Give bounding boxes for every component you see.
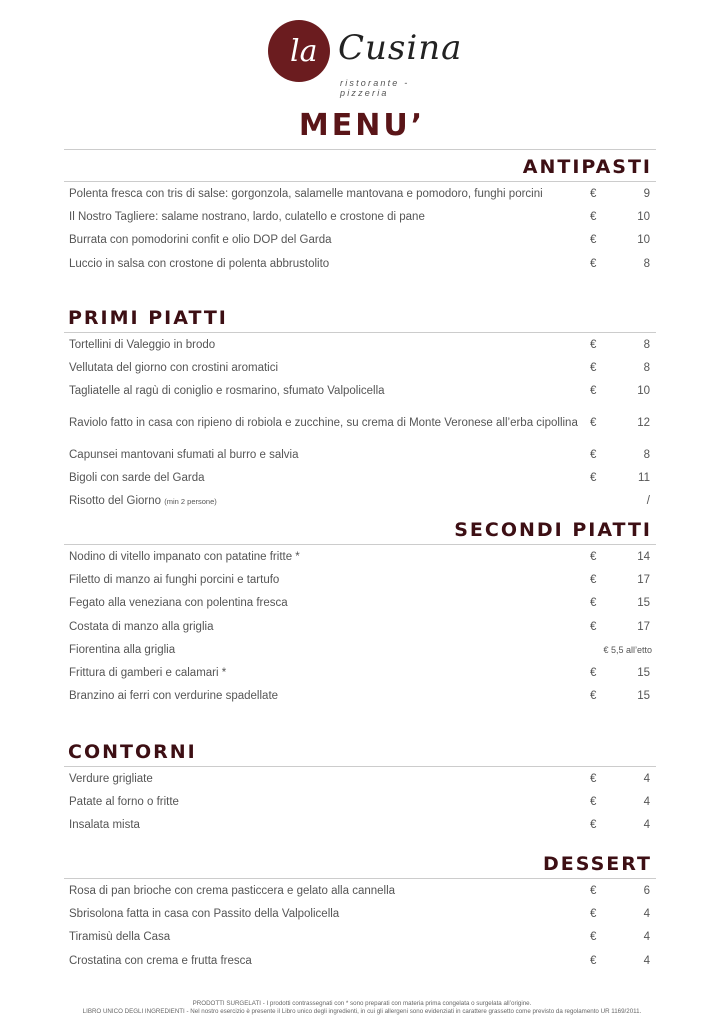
item-name: Patate al forno o fritte xyxy=(69,795,179,808)
item-name: Branzino ai ferri con verdurine spadellate xyxy=(69,690,279,703)
item-name: Capunsei mantovani sfumati al burro e salvia xyxy=(69,448,299,461)
menu-item xyxy=(64,380,656,403)
menu-item xyxy=(64,205,656,228)
item-price: 4 xyxy=(643,772,650,785)
menu-item xyxy=(64,926,656,949)
menu-item xyxy=(64,615,656,638)
section-antipasti xyxy=(64,152,656,275)
menu-item xyxy=(64,879,656,902)
item-name: Fiorentina alla griglia xyxy=(69,643,176,656)
item-price: 8 xyxy=(643,448,650,461)
currency-symbol: € xyxy=(590,471,597,484)
item-note: (min 2 persone) xyxy=(164,497,217,507)
currency-symbol: € xyxy=(590,907,597,920)
menu-item xyxy=(64,790,656,813)
menu-item xyxy=(64,568,656,591)
item-name: Tortellini di Valeggio in brodo xyxy=(69,338,216,351)
menu-item xyxy=(64,592,656,615)
currency-symbol: € xyxy=(590,620,597,633)
currency-symbol: € xyxy=(590,416,597,429)
currency-symbol: € xyxy=(590,884,597,897)
item-name: Luccio in salsa con crostone di polenta abbrustolito xyxy=(69,257,330,270)
menu-item xyxy=(64,814,656,837)
currency-symbol: € xyxy=(590,573,597,586)
menu-item xyxy=(64,489,656,512)
currency-symbol: € xyxy=(590,448,597,461)
currency-symbol: € xyxy=(590,954,597,967)
item-name: Insalata mista xyxy=(69,819,140,832)
currency-symbol: € xyxy=(590,234,597,247)
item-price: 10 xyxy=(637,234,650,247)
item-name: Frittura di gamberi e calamari * xyxy=(69,667,227,680)
item-name: Burrata con pomodorini confit e olio DOP del Garda xyxy=(69,234,332,247)
item-price: 6 xyxy=(643,884,650,897)
section-title: SECONDI PIATTI xyxy=(64,515,656,545)
section-contorni xyxy=(64,737,656,837)
menu-item xyxy=(64,767,656,790)
menu-item xyxy=(64,466,656,489)
menu-item xyxy=(64,333,656,356)
logo-subtitle: ristorante - pizzeria xyxy=(340,78,410,98)
currency-symbol: € xyxy=(590,690,597,703)
item-price: 17 xyxy=(637,573,650,586)
item-name: Filetto di manzo ai funghi porcini e tartufo xyxy=(69,573,280,586)
item-price: 10 xyxy=(637,210,650,223)
footer-ingredients-note: LIBRO UNICO DEGLI INGREDIENTI - Nel nostro esercizio è presente il Libro unico degli ingredienti, in cui gli allergeni sono evidenziati in carattere grassetto come previsto da regolamento UR 1169/2011. xyxy=(82,1008,642,1015)
item-price: 4 xyxy=(643,819,650,832)
item-name: Crostatina con crema e frutta fresca xyxy=(69,954,252,967)
item-name: Nodino di vitello impanato con patatine fritte * xyxy=(69,550,300,563)
menu-item xyxy=(64,443,656,466)
menu-item xyxy=(64,545,656,568)
item-price: 8 xyxy=(643,338,650,351)
section-primi xyxy=(64,303,656,513)
item-name: Polenta fresca con tris di salse: gorgonzola, salamelle mantovana e pomodoro, funghi porcini xyxy=(69,187,543,200)
menu-item xyxy=(64,182,656,205)
item-price: 9 xyxy=(643,187,650,200)
item-price: 8 xyxy=(643,257,650,270)
currency-symbol: € xyxy=(590,385,597,398)
menu-item xyxy=(64,685,656,708)
divider xyxy=(64,149,656,150)
currency-symbol: € xyxy=(590,931,597,944)
item-price: / xyxy=(646,495,650,508)
currency-symbol: € xyxy=(590,187,597,200)
currency-symbol: € xyxy=(590,210,597,223)
menu-item xyxy=(64,661,656,684)
item-price: 11 xyxy=(638,471,650,484)
item-price: 10 xyxy=(637,385,650,398)
section-dessert xyxy=(64,849,656,972)
currency-symbol: € xyxy=(590,550,597,563)
menu-item xyxy=(64,638,656,661)
currency-symbol: € xyxy=(590,597,597,610)
logo-emblem xyxy=(268,20,330,82)
item-price: € 5,5 all’etto xyxy=(603,644,652,655)
item-name: Fegato alla veneziana con polentina fresca xyxy=(69,597,288,610)
currency-symbol: € xyxy=(590,257,597,270)
item-name: Tagliatelle al ragù di coniglio e rosmarino, sfumato Valpolicella xyxy=(69,385,385,398)
item-name: Vellutata del giorno con crostini aromatici xyxy=(69,361,279,374)
item-price: 12 xyxy=(637,416,650,429)
item-name: Risotto del Giorno xyxy=(69,495,162,508)
logo-la: la xyxy=(290,34,318,69)
item-price: 8 xyxy=(643,361,650,374)
item-price: 4 xyxy=(643,795,650,808)
item-price: 17 xyxy=(637,620,650,633)
item-name: Bigoli con sarde del Garda xyxy=(69,471,205,484)
item-price: 4 xyxy=(643,954,650,967)
menu-item xyxy=(64,252,656,275)
currency-symbol: € xyxy=(590,667,597,680)
page-title: MENU’ xyxy=(298,108,426,143)
section-title: PRIMI PIATTI xyxy=(64,303,656,333)
item-price: 15 xyxy=(637,597,650,610)
currency-symbol: € xyxy=(590,361,597,374)
item-name: Costata di manzo alla griglia xyxy=(69,620,214,633)
section-title: ANTIPASTI xyxy=(64,152,656,182)
currency-symbol: € xyxy=(590,819,597,832)
currency-symbol: € xyxy=(590,772,597,785)
item-price: 15 xyxy=(637,667,650,680)
menu-item xyxy=(64,949,656,972)
item-name: Rosa di pan brioche con crema pasticcera e gelato alla cannella xyxy=(69,884,396,897)
item-name: Verdure grigliate xyxy=(69,772,153,785)
logo-name: Cusina xyxy=(338,28,463,68)
item-price: 4 xyxy=(643,907,650,920)
item-price: 14 xyxy=(637,550,650,563)
item-name: Tiramisù della Casa xyxy=(69,931,171,944)
item-price: 4 xyxy=(643,931,650,944)
menu-item xyxy=(64,902,656,925)
footer-notes xyxy=(0,1000,724,1016)
section-secondi xyxy=(64,515,656,708)
item-name: Raviolo fatto in casa con ripieno di robiola e zucchine, su crema di Monte Veronese all’erba cipollina xyxy=(69,416,578,429)
item-name: Sbrisolona fatta in casa con Passito della Valpolicella xyxy=(69,907,340,920)
item-price: 15 xyxy=(637,690,650,703)
section-title: CONTORNI xyxy=(64,737,656,767)
menu-item xyxy=(64,356,656,379)
menu-item xyxy=(64,403,656,443)
currency-symbol: € xyxy=(590,795,597,808)
section-title: DESSERT xyxy=(64,849,656,879)
footer-frozen-note: PRODOTTI SURGELATI - I prodotti contrassegnati con * sono preparati con materia prima congelata o surgelata all’origine. xyxy=(192,1000,532,1007)
restaurant-logo xyxy=(266,18,463,98)
item-name: Il Nostro Tagliere: salame nostrano, lardo, culatello e crostone di pane xyxy=(69,210,425,223)
currency-symbol: € xyxy=(590,338,597,351)
menu-item xyxy=(64,229,656,252)
